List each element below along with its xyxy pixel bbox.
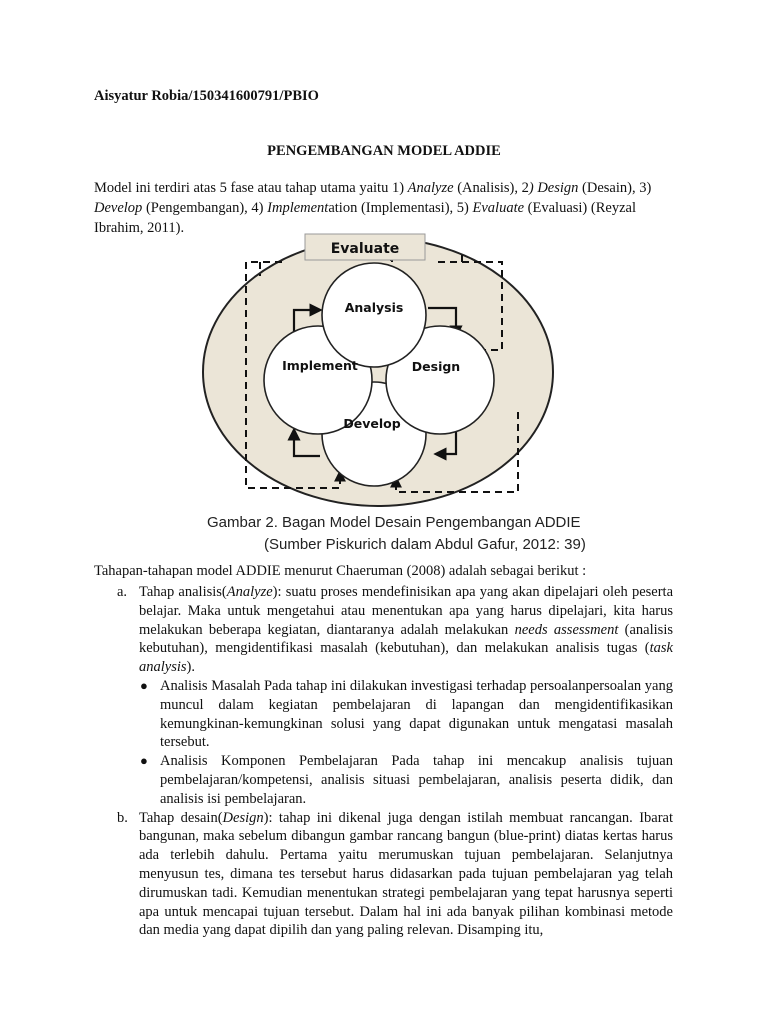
intro-term-analyze: Analyze: [407, 180, 454, 196]
list-item-a: [117, 583, 673, 677]
list-item-b: [117, 809, 673, 941]
figure-caption: Gambar 2. Bagan Model Desain Pengembangan ADDIE: [207, 514, 581, 531]
sub-item-text: Analisis Masalah Pada tahap ini dilakukan investigasi terhadap persoalanpersoalan yang muncul dalam kegiatan pembelajaran di lapangan dan mengidentifikasikan kemungkinan-kemungkinan solusi yang dapat digunakan untuk mengatasi masalah tersebut.: [160, 677, 673, 751]
item-text: ): tahap ini dikenal juga dengan istilah membuat rancangan. Ibarat bangunan, maka sebelum dibangun gambar rancang bangun (blue-print) diatas kertas harus ada terlebih dahulu. Pertama yaitu merumuskan tujuan pembelajaran. Selanjutnya menyusun tes, dimana tes tersebut harus didasarkan pada tujuan pembelajaran yag telah dirumuskan tadi. Kemudian menentukan strategi pembelajaran yang tepat harusnya seperti apa untuk mencapai tujuan tersebut. Dalam hal ini ada banyak pilihan kombinasi metode dan media yang dapat dipilih dan yang paling relevan. Disamping itu,: [139, 809, 674, 939]
steps-intro: Tahapan-tahapan model ADDIE menurut Chaeruman (2008) adalah sebagai berikut :: [94, 563, 587, 579]
intro-term-evaluate: Evaluate: [472, 200, 525, 216]
sub-item-2: [117, 752, 673, 808]
evaluate-label: Evaluate: [330, 241, 400, 257]
implement-label: Implement: [282, 358, 358, 373]
bullet-marker: ●: [140, 753, 148, 769]
analysis-circle: [322, 263, 426, 367]
intro-paragraph: [94, 178, 676, 238]
item-term: Analyze: [226, 584, 273, 600]
list-marker: b.: [117, 809, 128, 826]
analysis-label: Analysis: [344, 300, 404, 315]
intro-term-implement: Implement: [267, 200, 329, 216]
document-title: PENGEMBANGAN MODEL ADDIE: [267, 143, 501, 159]
item-text: (analisis kebutuhan), mengidentifikasi masalah (kebutuhan), dan melakukan analisis tugas (: [139, 621, 673, 657]
intro-text: (Evaluasi) (Reyzal Ibrahim, 2011).: [94, 200, 636, 236]
item-text: ): suatu proses mendefinisikan apa yang akan dipelajari oleh peserta belajar. Maka untuk mengetahui atau menentukan apa yang harus dipelajari, kita harus melakukan beberapa kegiatan, diantaranya adalah melakukan: [139, 584, 673, 638]
list-marker: a.: [117, 584, 128, 600]
item-term: task analysis: [139, 640, 673, 676]
intro-text: (Pengembangan), 4): [142, 200, 268, 216]
intro-text: ation (Implementasi), 5): [328, 200, 473, 216]
item-term: Design: [222, 809, 264, 826]
intro-text: Model ini terdiri atas 5 fase atau tahap utama yaitu 1): [94, 180, 408, 196]
sub-item-text: Analisis Komponen Pembelajaran Pada tahap ini mencakup analisis tujuan pembelajaran/kompetensi, analisis situasi pembelajaran, analisis peserta didik, dan analisis isi pembelajaran.: [160, 753, 673, 807]
item-term: needs assessment: [514, 621, 619, 638]
design-label: Design: [411, 359, 461, 374]
intro-term-develop: Develop: [94, 200, 143, 216]
intro-term-design: ) Design: [528, 180, 579, 196]
item-text: ).: [186, 659, 195, 676]
item-text: Tahap desain(: [139, 809, 223, 826]
intro-text: (Analisis), 2: [453, 180, 529, 196]
sub-item-1: [117, 677, 673, 752]
intro-text: (Desain), 3): [578, 180, 652, 196]
author-line: Aisyatur Robia/150341600791/PBIO: [94, 88, 319, 104]
figure-source: (Sumber Piskurich dalam Abdul Gafur, 2012: 39): [264, 536, 586, 553]
steps-list: [117, 583, 673, 940]
item-text: Tahap analisis(: [139, 584, 227, 600]
bullet-marker: ●: [140, 677, 148, 693]
develop-label: Develop: [343, 416, 401, 431]
addie-diagram: [200, 232, 560, 507]
